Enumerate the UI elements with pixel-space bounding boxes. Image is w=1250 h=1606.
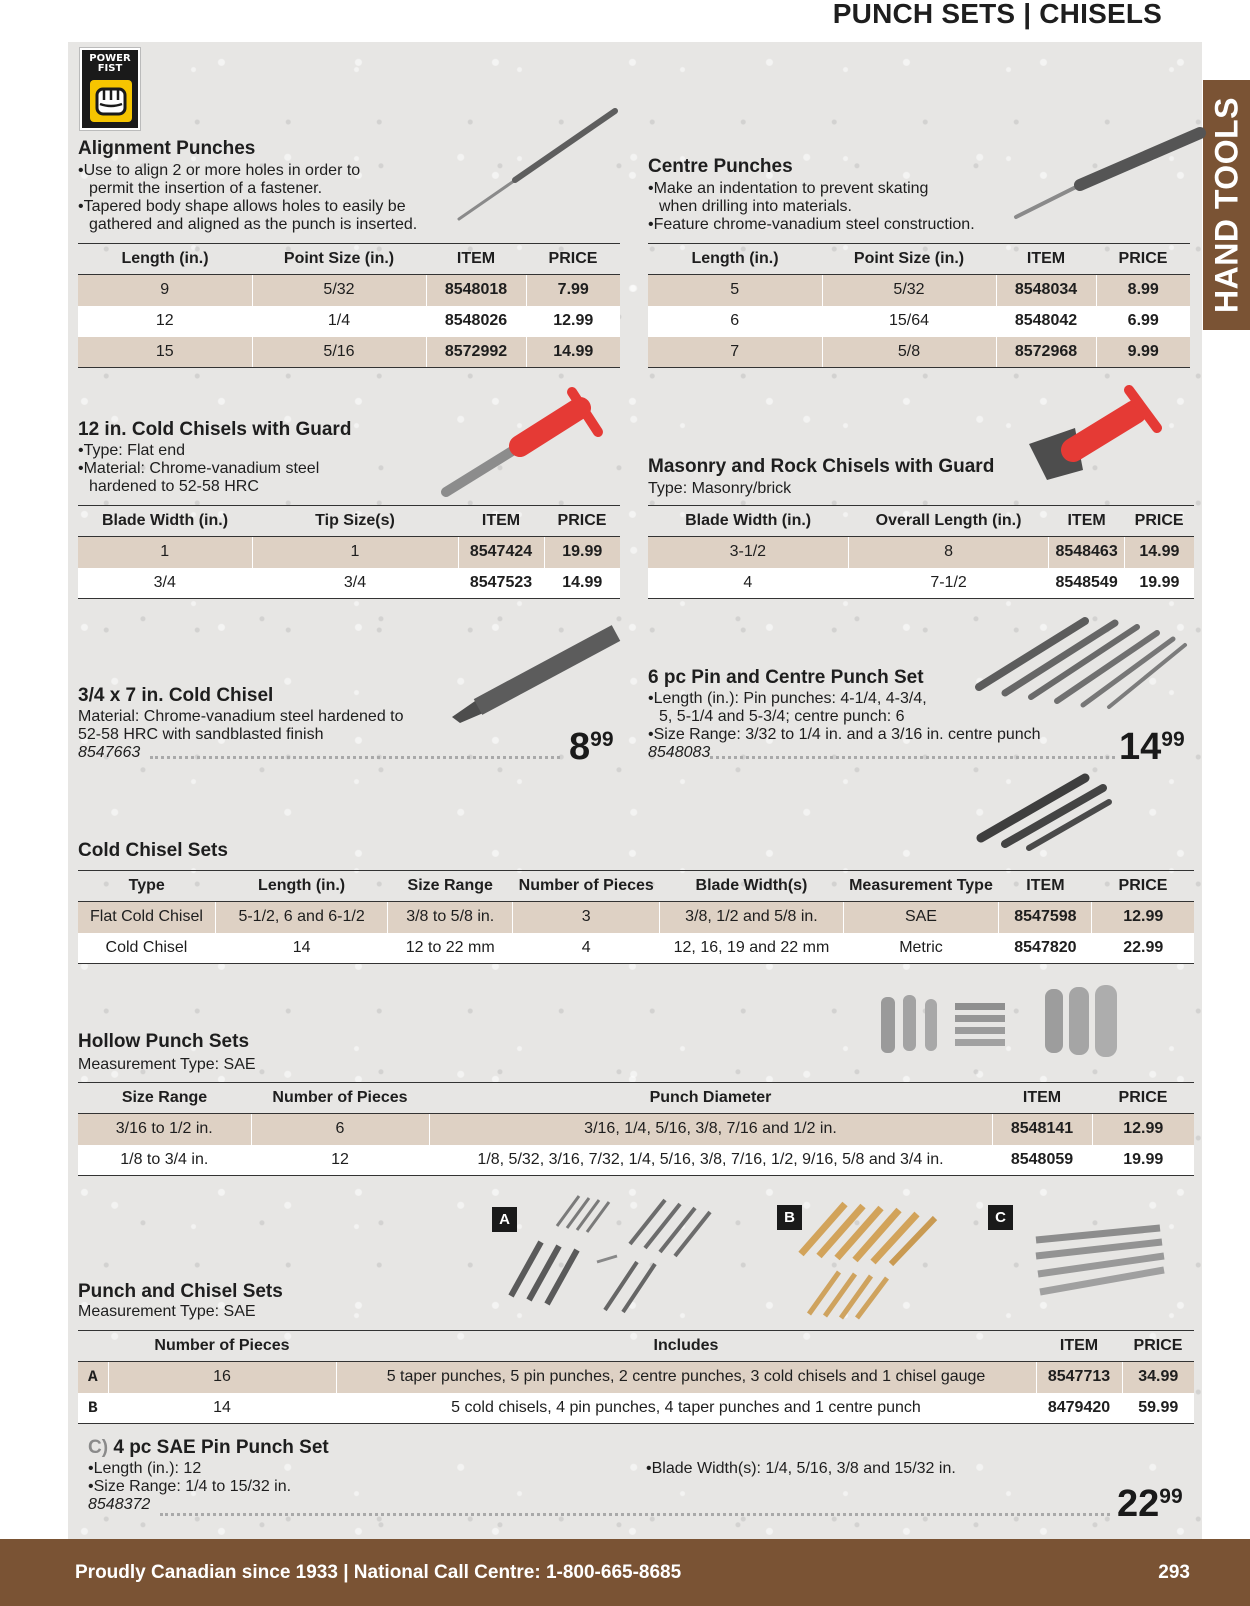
cell: 14 bbox=[215, 933, 387, 964]
cell: Metric bbox=[843, 933, 999, 964]
item-number: 8479420 bbox=[1036, 1393, 1122, 1424]
table-row bbox=[78, 306, 620, 337]
pin4-description-right bbox=[646, 1460, 956, 1478]
cell: 5 taper punches, 5 pin punches, 2 centre punches, 3 cold chisels and 1 chisel gauge bbox=[336, 1362, 1036, 1393]
col-header: Number of Pieces bbox=[251, 1083, 429, 1114]
pin4-title bbox=[88, 1437, 329, 1459]
cell: 1/8 to 3/4 in. bbox=[78, 1145, 251, 1176]
hollow-punch-set-image bbox=[875, 985, 1125, 1065]
cell: 3/16, 1/4, 5/16, 3/8, 7/16 and 1/2 in. bbox=[429, 1114, 992, 1145]
cell: 3/4 bbox=[252, 568, 458, 599]
cold7-line-1: Material: Chrome-vanadium steel hardened to bbox=[78, 708, 404, 725]
table-row bbox=[648, 568, 1194, 599]
col-header: PRICE bbox=[1092, 1083, 1194, 1114]
pin4-bullet-2: •Size Range: 1/4 to 15/32 in. bbox=[88, 1478, 292, 1495]
col-header: ITEM bbox=[992, 1083, 1092, 1114]
cell: 3-1/2 bbox=[648, 537, 848, 568]
hollow-subtitle: Measurement Type: SAE bbox=[78, 1056, 256, 1073]
col-header: Length (in.) bbox=[648, 244, 822, 275]
cold-sets-title: Cold Chisel Sets bbox=[78, 840, 228, 861]
logo-line-2: FIST bbox=[97, 63, 123, 74]
alignment-title: Alignment Punches bbox=[78, 138, 256, 159]
table-row bbox=[78, 933, 1194, 964]
price: 6.99 bbox=[1096, 306, 1190, 337]
col-header: PRICE bbox=[1096, 244, 1190, 275]
centre-title: Centre Punches bbox=[648, 156, 793, 177]
cell: 7-1/2 bbox=[848, 568, 1049, 599]
cell: 9 bbox=[78, 275, 252, 306]
price-leader bbox=[710, 756, 1115, 759]
item-number: 8572968 bbox=[996, 337, 1096, 368]
pin4-description bbox=[88, 1460, 291, 1514]
col-header: Size Range bbox=[78, 1083, 251, 1114]
cold-guard-bullet-2a: •Material: Chrome-vanadium steel bbox=[78, 460, 320, 477]
set-b-image bbox=[795, 1200, 955, 1320]
centre-bullet-1b: when drilling into materials. bbox=[659, 198, 852, 215]
pin4-price bbox=[1117, 1483, 1183, 1526]
table-row bbox=[78, 1393, 1194, 1424]
set-letter: A bbox=[78, 1362, 108, 1393]
pin4-letter: C) bbox=[88, 1437, 109, 1458]
col-header: ITEM bbox=[426, 244, 526, 275]
masonry-chisel-image bbox=[1025, 384, 1170, 484]
pcs-table bbox=[78, 1330, 1194, 1424]
price: 59.99 bbox=[1122, 1393, 1194, 1424]
cold-guard-description bbox=[78, 442, 319, 496]
footer-bar bbox=[0, 1539, 1250, 1606]
alignment-punch-image bbox=[455, 105, 620, 225]
col-header: ITEM bbox=[458, 506, 544, 537]
cell: SAE bbox=[843, 902, 999, 933]
price-dollars: 8 bbox=[569, 726, 591, 768]
cell: 14 bbox=[108, 1393, 336, 1424]
centre-bullet-2a: •Feature chrome-vanadium steel construction. bbox=[648, 216, 975, 233]
price: 12.99 bbox=[1092, 902, 1194, 933]
item-number: 8548026 bbox=[426, 306, 526, 337]
col-header: Measurement Type bbox=[843, 871, 999, 902]
cell: 15/64 bbox=[822, 306, 996, 337]
item-number: 8548034 bbox=[996, 275, 1096, 306]
cell: 3/16 to 1/2 in. bbox=[78, 1114, 251, 1145]
cell: 6 bbox=[251, 1114, 429, 1145]
col-header: ITEM bbox=[1036, 1331, 1122, 1362]
price: 12.99 bbox=[1092, 1114, 1194, 1145]
cell: Cold Chisel bbox=[78, 933, 215, 964]
alignment-bullet-1b: permit the insertion of a fastener. bbox=[89, 180, 323, 197]
cold-chisel-image bbox=[448, 625, 623, 725]
alignment-bullet-2a: •Tapered body shape allows holes to easily be bbox=[78, 198, 406, 215]
logo-line-1: POWER bbox=[89, 53, 131, 64]
col-header: Blade Width (in.) bbox=[648, 506, 848, 537]
table-row bbox=[648, 306, 1190, 337]
price-cents: 99 bbox=[1161, 728, 1185, 751]
table-row bbox=[648, 337, 1190, 368]
cell: 16 bbox=[108, 1362, 336, 1393]
price-leader bbox=[150, 756, 560, 759]
brand-logo bbox=[80, 48, 140, 130]
cell: 6 bbox=[648, 306, 822, 337]
col-header: Number of Pieces bbox=[108, 1331, 336, 1362]
col-header: PRICE bbox=[1092, 871, 1194, 902]
cold-chisel-set-image bbox=[975, 772, 1115, 852]
col-header: Number of Pieces bbox=[513, 871, 660, 902]
badge-c: C bbox=[988, 1205, 1013, 1230]
item-number: 8547713 bbox=[1036, 1362, 1122, 1393]
centre-bullet-1a: •Make an indentation to prevent skating bbox=[648, 180, 929, 197]
cell: 1 bbox=[78, 537, 252, 568]
price: 34.99 bbox=[1122, 1362, 1194, 1393]
cell: 5 cold chisels, 4 pin punches, 4 taper punches and 1 centre punch bbox=[336, 1393, 1036, 1424]
item-number: 8548042 bbox=[996, 306, 1096, 337]
alignment-description bbox=[78, 162, 417, 234]
col-header: Point Size (in.) bbox=[822, 244, 996, 275]
pin4-item-number: 8548372 bbox=[88, 1496, 151, 1513]
pin6-item-number: 8548083 bbox=[648, 744, 711, 761]
masonry-description bbox=[648, 480, 791, 498]
cell: 3 bbox=[513, 902, 660, 933]
cell: 12 bbox=[78, 306, 252, 337]
item-number: 8572992 bbox=[426, 337, 526, 368]
masonry-subtitle: Type: Masonry/brick bbox=[648, 480, 792, 497]
cold7-title: 3/4 x 7 in. Cold Chisel bbox=[78, 685, 274, 706]
cell: 5-1/2, 6 and 6-1/2 bbox=[215, 902, 387, 933]
page-number: 293 bbox=[1158, 1562, 1190, 1583]
item-number: 8548463 bbox=[1049, 537, 1124, 568]
hollow-table bbox=[78, 1082, 1194, 1176]
cold-chisel-guard-image bbox=[440, 388, 605, 498]
centre-description bbox=[648, 180, 975, 234]
cell: 4 bbox=[648, 568, 848, 599]
col-header: PRICE bbox=[526, 244, 620, 275]
col-header: PRICE bbox=[544, 506, 620, 537]
price: 19.99 bbox=[1124, 568, 1194, 599]
centre-table bbox=[648, 243, 1190, 368]
col-header: PRICE bbox=[1122, 1331, 1194, 1362]
col-header: Length (in.) bbox=[215, 871, 387, 902]
cell: 5/8 bbox=[822, 337, 996, 368]
table-row bbox=[648, 275, 1190, 306]
col-header: Point Size (in.) bbox=[252, 244, 426, 275]
hollow-title: Hollow Punch Sets bbox=[78, 1031, 250, 1052]
cell: 1 bbox=[252, 537, 458, 568]
table-row bbox=[78, 1145, 1194, 1176]
pcs-title: Punch and Chisel Sets bbox=[78, 1281, 283, 1302]
alignment-bullet-1a: •Use to align 2 or more holes in order to bbox=[78, 162, 361, 179]
cell: 5/32 bbox=[252, 275, 426, 306]
pcs-subtitle: Measurement Type: SAE bbox=[78, 1303, 256, 1320]
price-dollars: 14 bbox=[1119, 726, 1162, 768]
pin4-bullet-3: •Blade Width(s): 1/4, 5/16, 3/8 and 15/32 in. bbox=[646, 1460, 956, 1477]
col-header: PRICE bbox=[1124, 506, 1194, 537]
alignment-table bbox=[78, 243, 620, 368]
cell: Flat Cold Chisel bbox=[78, 902, 215, 933]
item-number: 8548141 bbox=[992, 1114, 1092, 1145]
set-letter: B bbox=[78, 1393, 108, 1424]
item-number: 8548018 bbox=[426, 275, 526, 306]
table-row bbox=[648, 537, 1194, 568]
cold-guard-bullet-2b: hardened to 52-58 HRC bbox=[89, 478, 259, 495]
set-c-image bbox=[1030, 1222, 1170, 1302]
cold-sets-table bbox=[78, 870, 1194, 964]
price-dollars: 22 bbox=[1117, 1483, 1160, 1525]
price: 19.99 bbox=[1092, 1145, 1194, 1176]
badge-b: B bbox=[777, 1205, 802, 1230]
cell: 12, 16, 19 and 22 mm bbox=[660, 933, 843, 964]
price: 14.99 bbox=[544, 568, 620, 599]
price-cents: 99 bbox=[590, 728, 614, 751]
item-number: 8548059 bbox=[992, 1145, 1092, 1176]
pcs-description bbox=[78, 1303, 256, 1321]
price: 22.99 bbox=[1092, 933, 1194, 964]
price: 12.99 bbox=[526, 306, 620, 337]
table-row bbox=[78, 1114, 1194, 1145]
price: 8.99 bbox=[1096, 275, 1190, 306]
pin6-price bbox=[1119, 726, 1185, 769]
col-header: Blade Width (in.) bbox=[78, 506, 252, 537]
col-header: Length (in.) bbox=[78, 244, 252, 275]
item-number: 8547820 bbox=[999, 933, 1092, 964]
col-header: Punch Diameter bbox=[429, 1083, 992, 1114]
masonry-table bbox=[648, 505, 1194, 599]
pin4-title-text: 4 pc SAE Pin Punch Set bbox=[113, 1437, 329, 1458]
price: 14.99 bbox=[1124, 537, 1194, 568]
price: 9.99 bbox=[1096, 337, 1190, 368]
cell: 12 bbox=[251, 1145, 429, 1176]
col-header: Type bbox=[78, 871, 215, 902]
centre-punch-image bbox=[1010, 125, 1205, 225]
cell: 8 bbox=[848, 537, 1049, 568]
fist-icon bbox=[90, 80, 132, 122]
table-row bbox=[78, 275, 620, 306]
col-header: Size Range bbox=[388, 871, 513, 902]
alignment-bullet-2b: gathered and aligned as the punch is inserted. bbox=[89, 216, 418, 233]
cold-guard-title: 12 in. Cold Chisels with Guard bbox=[78, 419, 352, 440]
cell: 3/8, 1/2 and 5/8 in. bbox=[660, 902, 843, 933]
col-header: Overall Length (in.) bbox=[848, 506, 1049, 537]
set-a-image bbox=[505, 1192, 730, 1317]
pin6-bullet-1a: •Length (in.): Pin punches: 4-1/4, 4-3/4, bbox=[648, 690, 927, 707]
item-number: 8548549 bbox=[1049, 568, 1124, 599]
price-cents: 99 bbox=[1159, 1485, 1183, 1508]
section-tab bbox=[1203, 80, 1250, 330]
cell: 7 bbox=[648, 337, 822, 368]
page-title: PUNCH SETS | CHISELS bbox=[832, 0, 1162, 29]
cell: 5/32 bbox=[822, 275, 996, 306]
cell: 1/8, 5/32, 3/16, 7/32, 1/4, 5/16, 3/8, 7/16, 1/2, 9/16, 5/8 and 3/4 in. bbox=[429, 1145, 992, 1176]
cold7-price bbox=[569, 726, 614, 769]
pin6-bullet-1b: 5, 5-1/4 and 5-3/4; centre punch: 6 bbox=[659, 708, 905, 725]
table-row bbox=[78, 568, 620, 599]
cell: 5 bbox=[648, 275, 822, 306]
table-row bbox=[78, 902, 1194, 933]
cold7-line-2: 52-58 HRC with sandblasted finish bbox=[78, 726, 324, 743]
cell: 5/16 bbox=[252, 337, 426, 368]
col-header: Tip Size(s) bbox=[252, 506, 458, 537]
badge-a: A bbox=[492, 1207, 517, 1232]
table-row bbox=[78, 537, 620, 568]
price: 19.99 bbox=[544, 537, 620, 568]
cold7-description bbox=[78, 708, 404, 762]
cold-guard-table bbox=[78, 505, 620, 599]
masonry-title: Masonry and Rock Chisels with Guard bbox=[648, 456, 995, 477]
cold7-item-number: 8547663 bbox=[78, 744, 141, 761]
item-number: 8547523 bbox=[458, 568, 544, 599]
pin6-title: 6 pc Pin and Centre Punch Set bbox=[648, 667, 924, 688]
pin4-bullet-1: •Length (in.): 12 bbox=[88, 1460, 202, 1477]
table-row bbox=[78, 337, 620, 368]
pin6-bullet-2: •Size Range: 3/32 to 1/4 in. and a 3/16 in. centre punch bbox=[648, 726, 1041, 743]
cell: 12 to 22 mm bbox=[388, 933, 513, 964]
cell: 3/4 bbox=[78, 568, 252, 599]
cold-guard-bullet-1: •Type: Flat end bbox=[78, 442, 185, 459]
section-tab-label: HAND TOOLS bbox=[1208, 97, 1244, 313]
col-header: ITEM bbox=[996, 244, 1096, 275]
pin-punch-set-image bbox=[975, 615, 1190, 710]
item-number: 8547598 bbox=[999, 902, 1092, 933]
price: 7.99 bbox=[526, 275, 620, 306]
col-header: Includes bbox=[336, 1331, 1036, 1362]
cell: 1/4 bbox=[252, 306, 426, 337]
item-number: 8547424 bbox=[458, 537, 544, 568]
table-row bbox=[78, 1362, 1194, 1393]
price: 14.99 bbox=[526, 337, 620, 368]
col-header: Blade Width(s) bbox=[660, 871, 843, 902]
col-header: ITEM bbox=[999, 871, 1092, 902]
price-leader bbox=[160, 1513, 1110, 1516]
cell: 3/8 to 5/8 in. bbox=[388, 902, 513, 933]
footer-text: Proudly Canadian since 1933 | National Call Centre: 1-800-665-8685 bbox=[75, 1562, 682, 1583]
cell: 4 bbox=[513, 933, 660, 964]
col-header bbox=[78, 1331, 108, 1362]
col-header: ITEM bbox=[1049, 506, 1124, 537]
hollow-description bbox=[78, 1056, 256, 1074]
cell: 15 bbox=[78, 337, 252, 368]
